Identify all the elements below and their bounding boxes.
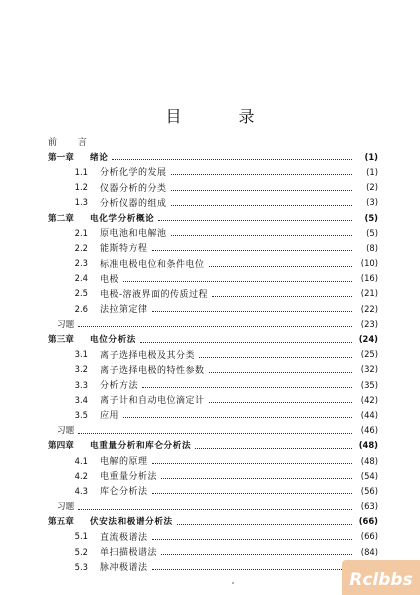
toc-page-number: (42) — [360, 394, 378, 405]
toc-section-number: 1.2 — [74, 182, 88, 193]
toc-page-number: (56) — [360, 485, 378, 496]
toc-section-number: 2.2 — [74, 242, 88, 253]
toc-page-number: (63) — [360, 501, 378, 512]
toc-section-row — [48, 164, 378, 179]
toc-page-number: (24) — [358, 334, 378, 345]
toc-section-row — [48, 240, 378, 255]
toc-section-number: 3.4 — [74, 394, 88, 405]
toc-page-number: (8) — [366, 242, 378, 253]
dot-leader — [195, 448, 352, 449]
toc-section-title: 离子选择电极的特性参数 — [100, 365, 205, 376]
watermark-logo — [342, 560, 420, 595]
watermark-icon — [344, 564, 418, 592]
toc-front-title: 前 言 — [48, 138, 96, 149]
toc-section-title: 分析方法 — [100, 381, 139, 392]
toc-chapter-title: 电位分析法 — [90, 335, 136, 346]
toc-chapter-title: 电重量分析和库仑分析法 — [90, 441, 192, 452]
toc-section-row — [48, 483, 378, 498]
toc-page-number: (66) — [358, 516, 378, 527]
toc-page-number: (54) — [360, 470, 378, 481]
toc-chapter-row — [48, 149, 378, 164]
toc-section-title: 脉冲极谱法 — [100, 563, 148, 574]
toc-section-title: 库仑分析法 — [100, 487, 148, 498]
toc-section-number: 2.5 — [74, 288, 88, 299]
toc-section-number: 2.3 — [74, 258, 88, 269]
toc-section-row — [48, 377, 378, 392]
toc-section-row — [48, 407, 378, 422]
toc-section-title: 法拉第定律 — [100, 305, 148, 316]
dot-leader — [171, 235, 352, 236]
toc-section-number: 4.2 — [74, 470, 88, 481]
dot-leader — [209, 402, 352, 403]
toc-section-number: 5.2 — [74, 546, 88, 557]
page-title: 目 录 — [165, 107, 281, 126]
toc-section-row — [48, 453, 378, 468]
toc-exercise-title: 习题 — [57, 502, 75, 513]
toc-section-title: 离子选择电极及其分类 — [100, 350, 196, 361]
watermark-text: Rclbbs — [349, 569, 413, 590]
toc-chapter-label: 第五章 — [48, 517, 74, 528]
toc-page-number: (2) — [366, 182, 378, 193]
toc-section-row — [48, 195, 378, 210]
toc-chapter-row — [48, 331, 378, 346]
dot-leader — [209, 372, 352, 373]
toc-front-row — [48, 134, 378, 149]
toc-chapter-title: 电化学分析概论 — [90, 213, 155, 224]
toc-section-row — [48, 544, 378, 559]
toc-section-row — [48, 362, 378, 377]
toc-section-number: 3.1 — [74, 349, 88, 360]
table-of-contents — [48, 134, 378, 574]
toc-exercise-row — [48, 316, 378, 331]
toc-page-number: (1) — [364, 151, 378, 162]
toc-section-number: 3.5 — [74, 409, 88, 420]
dot-leader — [212, 296, 352, 297]
toc-page-number: (23) — [360, 318, 378, 329]
dot-leader — [78, 326, 352, 327]
toc-section-row — [48, 256, 378, 271]
toc-page-number: (22) — [360, 303, 378, 314]
toc-section-number: 5.1 — [74, 531, 88, 542]
toc-exercise-row — [48, 499, 378, 514]
toc-page-number: (44) — [360, 409, 378, 420]
toc-section-title: 离子计和自动电位滴定计 — [100, 396, 205, 407]
toc-page-number: (5) — [366, 227, 378, 238]
toc-chapter-row — [48, 514, 378, 529]
toc-section-title: 电极 — [100, 274, 120, 285]
toc-section-title: 电极-溶液界面的传质过程 — [100, 289, 209, 300]
toc-section-number: 2.6 — [74, 303, 88, 314]
toc-section-title: 分析化学的发展 — [100, 168, 167, 179]
toc-chapter-row — [48, 210, 378, 225]
toc-page-number: (25) — [360, 349, 378, 360]
dot-leader — [209, 266, 352, 267]
toc-section-number: 3.2 — [74, 364, 88, 375]
toc-chapter-row — [48, 438, 378, 453]
toc-chapter-label: 第四章 — [48, 441, 74, 452]
dot-leader — [158, 220, 352, 221]
dot-leader — [152, 569, 352, 570]
dot-leader — [152, 539, 352, 540]
dot-leader — [123, 281, 352, 282]
toc-section-number: 2.4 — [74, 273, 88, 284]
dot-leader — [152, 463, 352, 464]
toc-section-number: 1.3 — [74, 197, 88, 208]
toc-section-number: 4.3 — [74, 485, 88, 496]
dot-leader — [177, 524, 352, 525]
toc-section-title: 电重量分析法 — [100, 472, 158, 483]
toc-exercise-row — [48, 423, 378, 438]
toc-page-number: (46) — [360, 425, 378, 436]
toc-section-row — [48, 468, 378, 483]
dot-leader — [112, 159, 352, 160]
toc-section-row — [48, 392, 378, 407]
toc-section-title: 能斯特方程 — [100, 244, 148, 255]
dot-leader — [171, 190, 352, 191]
toc-section-title: 分析仪器的组成 — [100, 198, 167, 209]
toc-page-number: (16) — [360, 273, 378, 284]
toc-page-number: (84) — [360, 546, 378, 557]
dot-leader — [123, 417, 352, 418]
toc-section-title: 原电池和电解池 — [100, 229, 167, 240]
dot-leader — [199, 357, 352, 358]
toc-chapter-title: 绪论 — [90, 152, 109, 163]
dot-leader — [78, 509, 352, 510]
dot-leader — [152, 311, 352, 312]
toc-exercise-title: 习题 — [57, 319, 75, 330]
toc-chapter-title: 伏安法和极谱分析法 — [90, 517, 173, 528]
toc-section-title: 应用 — [100, 411, 120, 422]
toc-section-title: 仪器分析的分类 — [100, 183, 167, 194]
toc-page-number: (66) — [360, 531, 378, 542]
dot-leader — [142, 387, 352, 388]
toc-page-number: (21) — [360, 288, 378, 299]
toc-section-number: 4.1 — [74, 455, 88, 466]
toc-page-number: (10) — [360, 258, 378, 269]
dot-leader — [171, 174, 352, 175]
toc-section-number: 3.3 — [74, 379, 88, 390]
toc-section-number: 1.1 — [74, 166, 88, 177]
toc-section-number: 2.1 — [74, 227, 88, 238]
toc-section-row — [48, 347, 378, 362]
toc-section-row — [48, 301, 378, 316]
toc-page-number: (48) — [358, 440, 378, 451]
toc-section-row — [48, 271, 378, 286]
dot-leader — [171, 205, 352, 206]
toc-page-number: (48) — [360, 455, 378, 466]
dot-leader — [152, 250, 352, 251]
toc-section-title: 电解的原理 — [100, 457, 148, 468]
toc-page-number: (1) — [366, 166, 378, 177]
dot-leader — [161, 478, 352, 479]
toc-section-row — [48, 225, 378, 240]
toc-chapter-label: 第二章 — [48, 213, 74, 224]
toc-section-row — [48, 180, 378, 195]
toc-section-title: 直流极谱法 — [100, 532, 148, 543]
dot-leader — [140, 342, 352, 343]
toc-chapter-label: 第一章 — [48, 152, 74, 163]
dot-leader — [152, 493, 352, 494]
page-mark — [232, 582, 234, 584]
toc-section-row — [48, 286, 378, 301]
toc-section-row — [48, 559, 378, 574]
toc-exercise-title: 习题 — [57, 426, 75, 437]
toc-section-row — [48, 529, 378, 544]
toc-section-title: 标准电极电位和条件电位 — [100, 259, 205, 270]
dot-leader — [161, 554, 352, 555]
toc-chapter-label: 第三章 — [48, 335, 74, 346]
toc-section-title: 单扫描极谱法 — [100, 548, 158, 559]
dot-leader — [78, 433, 352, 434]
toc-page-number: (3) — [366, 197, 378, 208]
toc-page-number: (32) — [360, 364, 378, 375]
toc-page-number: (5) — [364, 212, 378, 223]
toc-page-number: (35) — [360, 379, 378, 390]
toc-section-number: 5.3 — [74, 561, 88, 572]
